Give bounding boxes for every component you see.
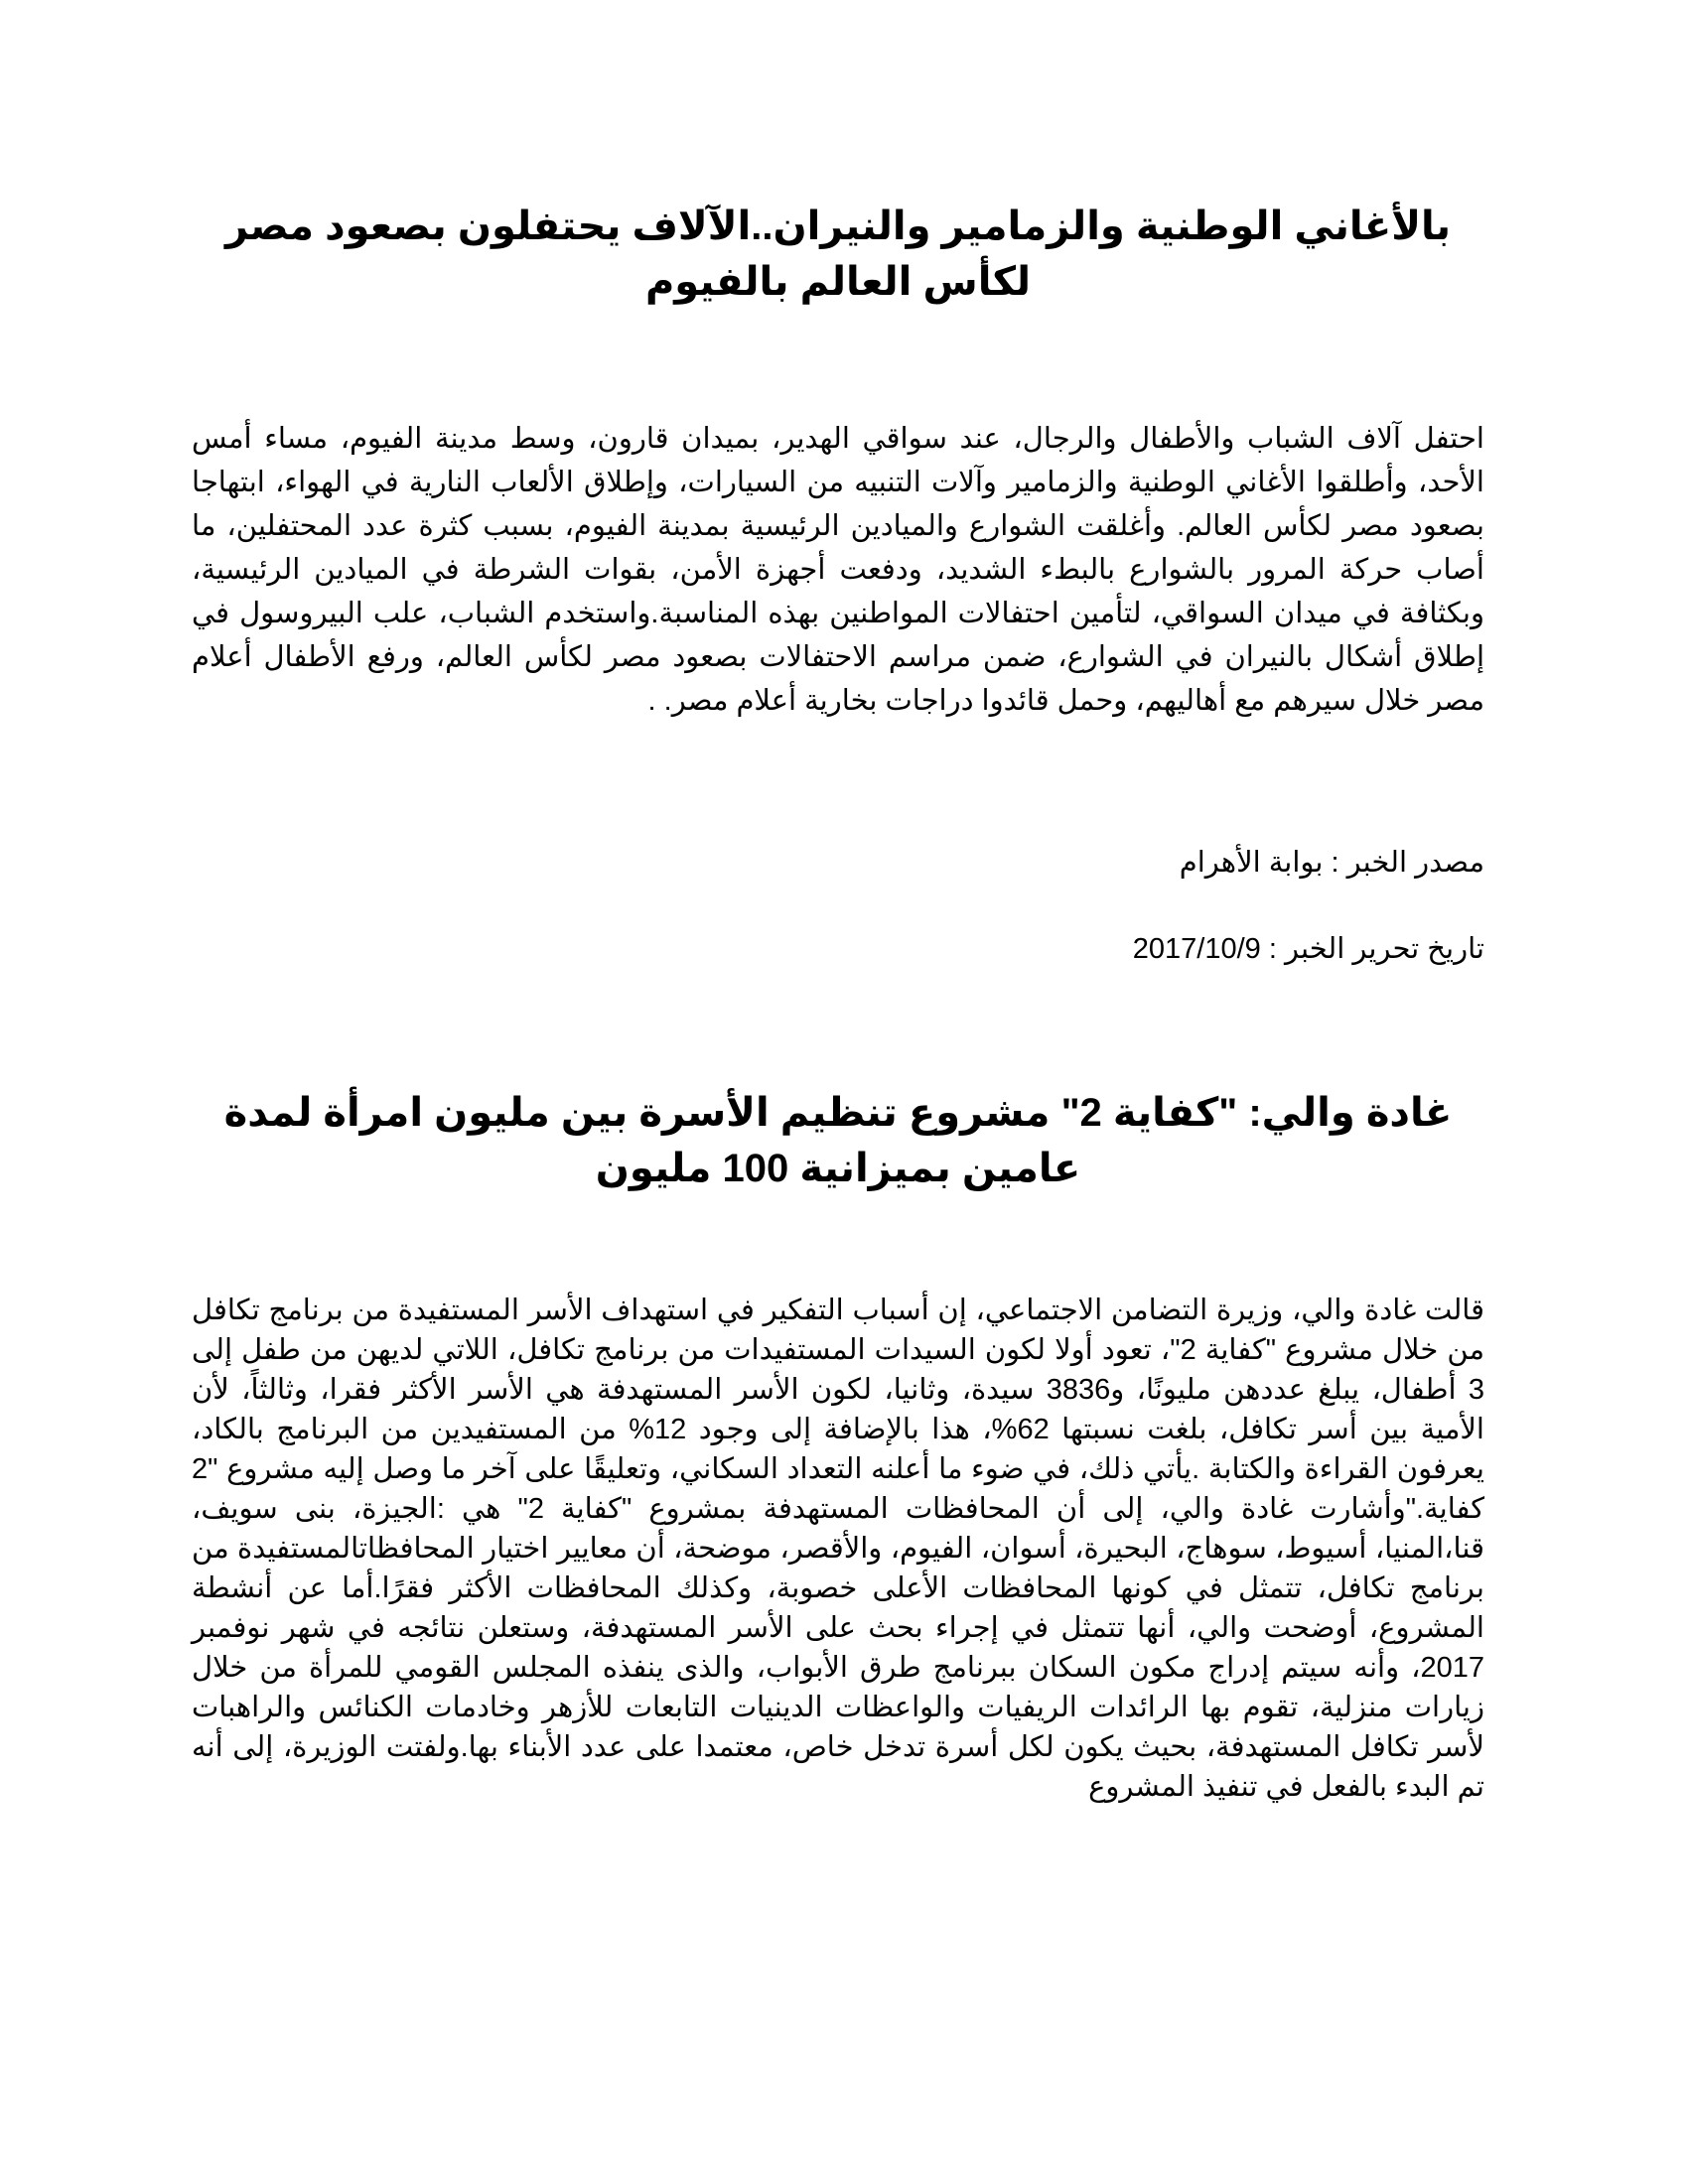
news-article: [192, 199, 1484, 965]
article-date: تاريخ تحرير الخبر : 2017/10/9: [1132, 933, 1484, 965]
article-body: قالت غادة والي، وزيرة التضامن الاجتماعي، إن أسباب التفكير في استهداف الأسر المستفيدة من برنامج تكافل من خلال مشروع "كفاية 2"، تعود أولا لكون السيدات المستفيدات من برنامج تكافل، اللاتي لديهن من طفل إلى 3 أطفال، يبلغ عددهن مليونًا، و3836 سيدة، وثانيا، لكون الأسر المستهدفة هي الأسر الأكثر فقرا، وثالثاً، لأن الأمية بين أسر تكافل، بلغت نسبتها 62%، هذا بالإضافة إلى وجود 12% من المستفيدين من البرنامج بالكاد، يعرفون القراءة والكتابة .يأتي ذلك، في ضوء ما أعلنه التعداد السكاني، وتعليقًا على آخر ما وصل إليه مشروع "2 كفاية."وأشارت غادة والي، إلى أن المحافظات المستهدفة بمشروع "كفاية 2" هي :الجيزة، بنى سويف، قنا،المنيا، أسيوط، سوهاج، البحيرة، أسوان، الفيوم، والأقصر، موضحة، أن معايير اختيار المحافظاتالمستفيدة من برنامج تكافل، تتمثل في كونها المحافظات الأعلى خصوبة، وكذلك المحافظات الأكثر فقرًا.أما عن أنشطة المشروع، أوضحت والي، أنها تتمثل في إجراء بحث على الأسر المستهدفة، وستعلن نتائجه في شهر نوفمبر 2017، وأنه سيتم إدراج مكون السكان ببرنامج طرق الأبواب، والذى ينفذه المجلس القومي للمرأة من خلال زيارات منزلية، تقوم بها الرائدات الريفيات والواعظات الدينيات التابعات للأزهر وخادمات الكنائس والراهبات لأسر تكافل المستهدفة، بحيث يكون لكل أسرة تدخل خاص، معتمدا على عدد الأبناء بها.ولفتت الوزيرة، إلى أنه تم البدء بالفعل في تنفيذ المشروع: [192, 1295, 1485, 1803]
article-title: بالأغاني الوطنية والزمامير والنيران..الآلاف يحتفلون بصعود مصر لكأس العالم بالفيوم: [224, 205, 1452, 304]
article-source: مصدر الخبر : بوابة الأهرام: [1179, 847, 1484, 879]
article-title: غادة والي: "كفاية 2" مشروع تنظيم الأسرة بين مليون امرأة لمدة عامين بميزانية 100 مليون: [223, 1091, 1453, 1190]
news-article: [192, 1085, 1485, 1803]
article-body: احتفل آلاف الشباب والأطفال والرجال، عند سواقي الهدير، بميدان قارون، وسط مدينة الفيوم، مساء أمس الأحد، وأطلقوا الأغاني الوطنية والزمامير وآلات التنبيه من السيارات، وإطلاق الألعاب النارية في الهواء، ابتهاجا بصعود مصر لكأس العالم. وأغلقت الشوارع والميادين الرئيسية بمدينة الفيوم، بسبب كثرة عدد المحتفلين، ما أصاب حركة المرور بالشوارع بالبطء الشديد، ودفعت أجهزة الأمن، بقوات الشرطة في الميادين الرئيسية، وبكثافة في ميدان السواقي، لتأمين احتفالات المواطنين بهذه المناسبة.واستخدم الشباب، علب البيروسول في إطلاق أشكال بالنيران في الشوارع، ضمن مراسم الاحتفالات بصعود مصر لكأس العالم، ورفع الأطفال أعلام مصر خلال سيرهم مع أهاليهم، وحمل قائدوا دراجات بخارية أعلام مصر. .: [192, 423, 1484, 717]
